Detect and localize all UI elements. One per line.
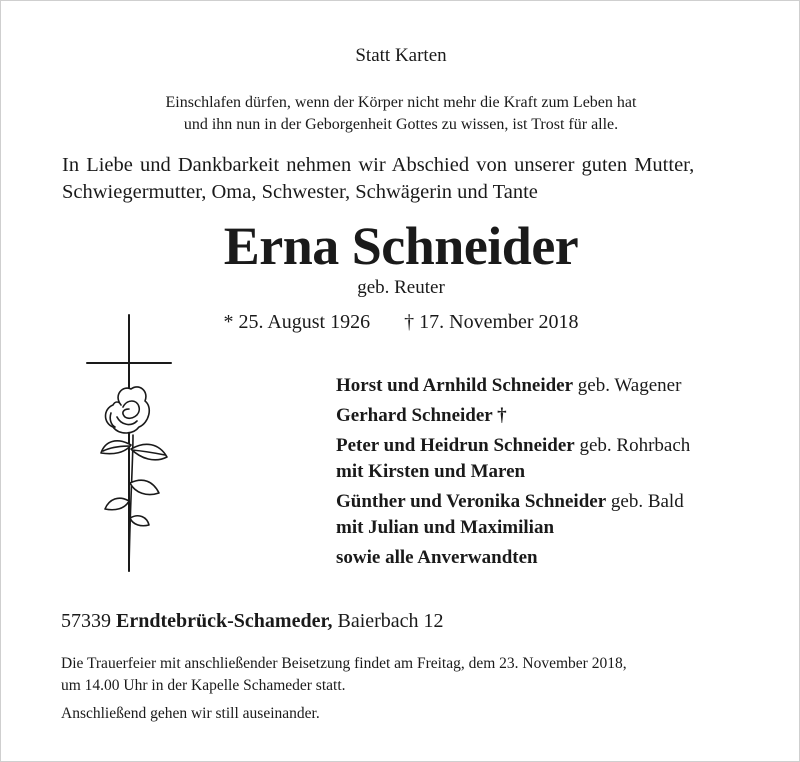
family-line: Günther und Veronika Schneider geb. Bald (336, 491, 684, 512)
maiden-name: geb. Reuter (357, 277, 445, 298)
ceremony-info (61, 653, 627, 697)
address-town: Erndtebrück-Schameder, (116, 610, 333, 632)
intro-line-2: Schwiegermutter, Oma, Schwester, Schwägerin und Tante (62, 181, 538, 203)
family-line: Horst und Arnhild Schneider geb. Wagener (336, 375, 682, 396)
birth-date: * 25. August 1926 (223, 311, 371, 333)
closing-note: Anschließend gehen wir still auseinander. (61, 705, 320, 722)
ceremony-line-1: Die Trauerfeier mit anschließender Beisetzung findet am Freitag, dem 23. November 2018, (61, 655, 627, 672)
address-zip: 57339 (61, 610, 111, 632)
ceremony-line-2: um 14.00 Uhr in der Kapelle Schameder statt. (61, 677, 346, 694)
intro-line-1: In Liebe und Dankbarkeit nehmen wir Abschied von unserer guten Mutter, (62, 154, 695, 176)
header-statt-karten: Statt Karten (355, 45, 447, 66)
cross-with-rose-icon (83, 313, 175, 575)
quote-line-1: Einschlafen dürfen, wenn der Körper nicht mehr die Kraft zum Leben hat (165, 94, 637, 111)
quote-line-2: und ihn nun in der Geborgenheit Gottes zu wissen, ist Trost für alle. (183, 116, 619, 133)
address-street: Baierbach 12 (337, 610, 444, 632)
family-line: sowie alle Anverwandten (336, 547, 538, 568)
deceased-name: Erna Schneider (223, 216, 579, 276)
death-date: † 17. November 2018 (404, 311, 579, 333)
address (61, 610, 444, 633)
family-line: Gerhard Schneider † (336, 405, 507, 426)
quote (1, 92, 800, 136)
family-line: mit Kirsten und Maren (336, 461, 526, 482)
intro-text (62, 152, 694, 206)
family-list (336, 373, 690, 571)
family-line: Peter und Heidrun Schneider geb. Rohrbach (336, 435, 691, 456)
family-line: mit Julian und Maximilian (336, 517, 555, 538)
